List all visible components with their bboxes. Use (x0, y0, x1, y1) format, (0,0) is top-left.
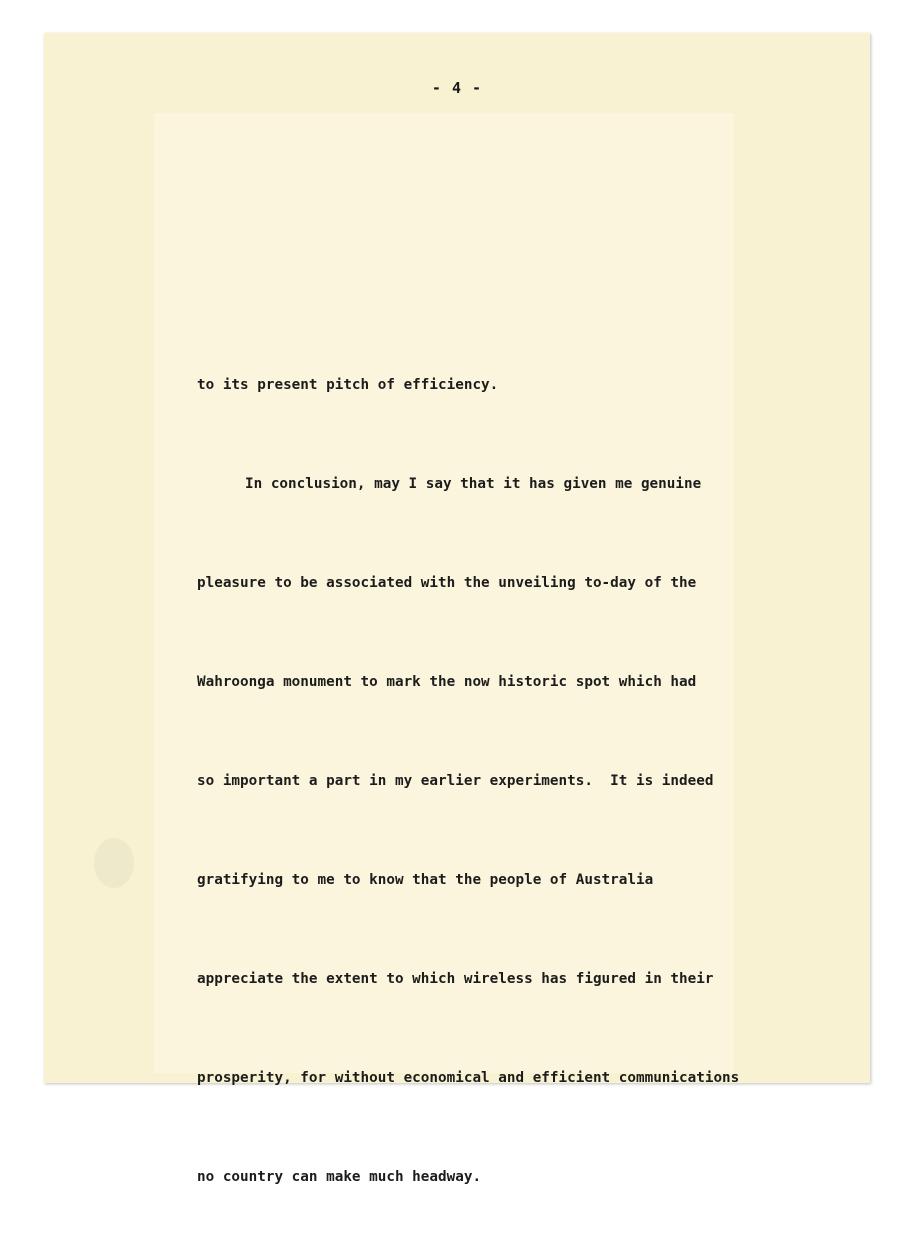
text-line: gratifying to me to know that the people of Australia (197, 872, 654, 888)
text-line: so important a part in my earlier experiments. It is indeed (197, 773, 714, 789)
text-line: appreciate the extent to which wireless has figured in their (197, 971, 714, 987)
text-line: pleasure to be associated with the unveiling to-day of the (197, 575, 697, 591)
typed-page (44, 33, 870, 1185)
text-line: prosperity, for without economical and efficient communications (197, 1070, 740, 1086)
text-line: no country can make much headway. (197, 1169, 482, 1185)
text-line: In conclusion, may I say that it has given me genuine (245, 476, 702, 492)
paper-smudge (94, 838, 134, 888)
text-line: to its present pitch of efficiency. (197, 377, 499, 393)
page-number: - 4 - (431, 79, 483, 97)
typed-body-text (197, 303, 837, 1260)
text-line: Wahroonga monument to mark the now historic spot which had (197, 674, 697, 690)
